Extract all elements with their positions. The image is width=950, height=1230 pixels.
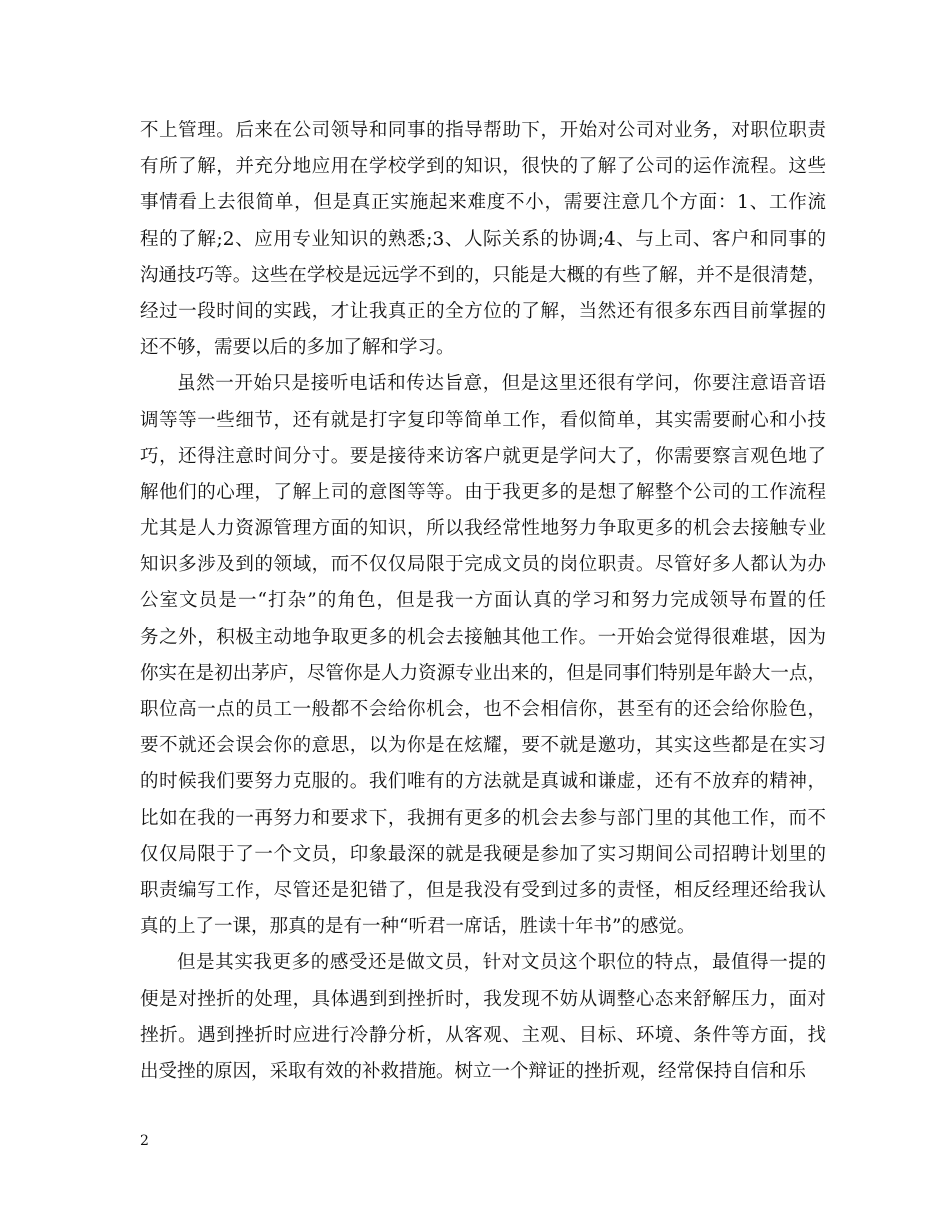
text-line: 还不够，需要以后的多加了解和学习。 <box>140 337 455 359</box>
text-line: 尤其是人力资源管理方面的知识，所以我经常性地努力争取更多的机会去接触专业 <box>140 518 826 540</box>
text-line: 虽然一开始只是接听电话和传达旨意，但是这里还很有学问，你要注意语音语 <box>177 373 826 395</box>
text-line: 但是其实我更多的感受还是做文员，针对文员这个职位的特点，最值得一提的 <box>177 952 826 974</box>
paragraph <box>140 366 826 945</box>
text-line: 不上管理。后来在公司领导和同事的指导帮助下，开始对公司对业务，对职位职责 <box>140 120 826 141</box>
text-line: 仅仅局限于了一个文员，印象最深的就是我硬是参加了实习期间公司招聘计划里的 <box>140 843 826 865</box>
text-line: 事情看上去很简单，但是真正实施起来难度不小，需要注意几个方面：1、工作流 <box>140 192 826 214</box>
paragraph <box>140 113 826 366</box>
text-line: 要不就还会误会你的意思，以为你是在炫耀，要不就是邀功，其实这些都是在实习 <box>140 735 826 757</box>
text-line: 程的了解;2、应用专业知识的熟悉;3、人际关系的协调;4、与上司、客户和同事的 <box>140 228 826 250</box>
text-line: 职责编写工作，尽管还是犯错了，但是我没有受到过多的责怪，相反经理还给我认 <box>140 879 826 901</box>
document-body <box>140 113 826 1090</box>
text-line: 有所了解，并充分地应用在学校学到的知识，很快的了解了公司的运作流程。这些 <box>140 156 826 178</box>
text-line: 巧，还得注意时间分寸。要是接待来访客户就更是学问大了，你需要察言观色地了 <box>140 445 826 467</box>
text-line: 的时候我们要努力克服的。我们唯有的方法就是真诚和谦虚，还有不放弃的精神， <box>140 771 826 793</box>
text-line: 出受挫的原因，采取有效的补救措施。树立一个辩证的挫折观，经常保持自信和乐 <box>140 1060 807 1082</box>
text-line: 沟通技巧等。这些在学校是远远学不到的，只能是大概的有些了解，并不是很清楚， <box>140 264 826 286</box>
text-line: 解他们的心理，了解上司的意图等等。由于我更多的是想了解整个公司的工作流程 <box>140 481 826 503</box>
text-line: 调等等一些细节，还有就是打字复印等简单工作，看似简单，其实需要耐心和小技 <box>140 409 826 431</box>
text-line: 真的上了一课，那真的是有一种“听君一席话，胜读十年书”的感觉。 <box>140 916 696 938</box>
text-line: 务之外，积极主动地争取更多的机会去接触其他工作。一开始会觉得很难堪，因为 <box>140 626 826 648</box>
text-line: 比如在我的一再努力和要求下，我拥有更多的机会去参与部门里的其他工作，而不 <box>140 807 826 829</box>
text-line: 你实在是初出茅庐，尽管你是人力资源专业出来的，但是同事们特别是年龄大一点， <box>140 662 826 684</box>
text-line: 知识多涉及到的领域，而不仅仅局限于完成文员的岗位职责。尽管好多人都认为办 <box>140 554 826 576</box>
text-line: 公室文员是一“打杂”的角色，但是我一方面认真的学习和努力完成领导布置的任 <box>140 590 826 612</box>
text-line: 职位高一点的员工一般都不会给你机会，也不会相信你，甚至有的还会给你脸色， <box>140 699 826 720</box>
text-line: 经过一段时间的实践，才让我真正的全方位的了解，当然还有很多东西目前掌握的 <box>140 300 826 322</box>
text-line: 便是对挫折的处理，具体遇到到挫折时，我发现不妨从调整心态来舒解压力，面对 <box>140 988 826 1010</box>
text-line: 挫折。遇到挫折时应进行冷静分析，从客观、主观、目标、环境、条件等方面，找 <box>140 1024 826 1046</box>
page-number: 2 <box>140 1133 149 1149</box>
paragraph <box>140 945 826 1090</box>
